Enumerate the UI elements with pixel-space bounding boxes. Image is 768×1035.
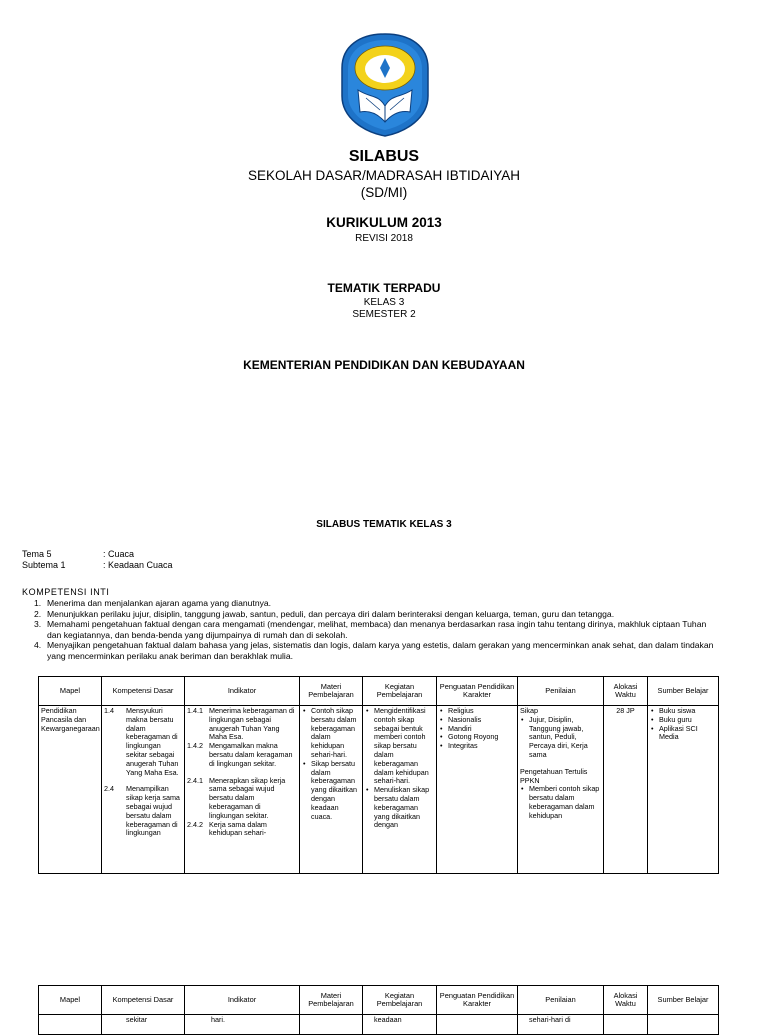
section-title: SILABUS TEMATIK KELAS 3 xyxy=(316,519,452,530)
ki-item: 4. Menyajikan pengetahuan faktual dalam bahasa yang jelas, sistematis dan logis, dalam karya yang estetis, dalam gerakan yang mencerminkan anak sehat, dan dalam tindakan yang mencerminkan perilaku anak beriman dan berakhlak mulia. xyxy=(34,640,714,661)
ki-item: 2. Menunjukkan perilaku jujur, disiplin, tanggung jawab, santun, peduli, dan percaya diri dalam berinteraksi dengan keluarga, teman, guru dan tetangga. xyxy=(34,608,615,619)
cell-sumber: • Buku siswa • Buku guru • Aplikasi SCI Media xyxy=(648,706,719,874)
syllabus-table xyxy=(38,676,719,874)
cell-indikator: hari. xyxy=(185,1015,300,1035)
header-kd: Kompetensi Dasar xyxy=(102,677,185,706)
header-sumber: Sumber Belajar xyxy=(648,986,719,1015)
header-penilaian: Penilaian xyxy=(518,677,604,706)
semester-label: SEMESTER 2 xyxy=(352,309,416,320)
cell-materi: • Contoh sikap bersatu dalam keberagaman dalam kehidupan sehari-hari. • Sikap bersatu dalam keberagaman yang dikaitkan dengan keadaan cuaca. xyxy=(300,706,363,874)
school-level-abbr: (SD/MI) xyxy=(360,185,408,200)
header-alokasi: Alokasi Waktu xyxy=(604,677,648,706)
ki-item: 1. Menerima dan menjalankan ajaran agama yang dianutnya. xyxy=(34,598,272,608)
tema-label: Tema 5 xyxy=(22,549,52,559)
header-karakter: Penguatan Pendidikan Karakter xyxy=(437,677,518,706)
revision-label: REVISI 2018 xyxy=(355,233,413,244)
theme-title: TEMATIK TERPADU xyxy=(327,281,441,295)
header-materi: Materi Pembelajaran xyxy=(300,677,363,706)
ki-list xyxy=(22,598,722,662)
school-level: SEKOLAH DASAR/MADRASAH IBTIDAIYAH xyxy=(247,168,521,183)
header-karakter: Penguatan Pendidikan Karakter xyxy=(437,986,518,1015)
header-materi: Materi Pembelajaran xyxy=(300,986,363,1015)
cell-penilaian: sehari-hari di xyxy=(518,1015,604,1035)
tut-wuri-handayani-logo xyxy=(340,32,430,138)
syllabus-table-continued xyxy=(38,985,719,1035)
subtema-label: Subtema 1 xyxy=(22,560,66,570)
header-mapel: Mapel xyxy=(39,986,102,1015)
header-indikator: Indikator xyxy=(185,986,300,1015)
cell-kd: 1.4 Mensyukuri makna bersatu dalam keberagaman di lingkungan sekitar sebagai anugerah Tuhan Yang Maha Esa. 2.4 Menampilkan sikap kerja sama sebagai wujud bersatu dalam keberagaman di lingkungan xyxy=(102,706,185,874)
header-kegiatan: Kegiatan Pembelajaran xyxy=(363,986,437,1015)
header-mapel: Mapel xyxy=(39,677,102,706)
ki-item: 3. Memahami pengetahuan faktual dengan cara mengamati (mendengar, melihat, membaca) dan menanya berdasarkan rasa ingin tahu tentang dirinya, makhluk ciptaan Tuhan dan kegiatannya, dan benda-benda yang dijumpainya di rumah dan di sekolah. xyxy=(34,619,707,640)
header-alokasi: Alokasi Waktu xyxy=(604,986,648,1015)
document-title: SILABUS xyxy=(348,148,420,165)
ki-title: KOMPETENSI INTI xyxy=(22,587,110,597)
header-penilaian: Penilaian xyxy=(518,986,604,1015)
table-header-row xyxy=(39,986,719,1015)
header-sumber: Sumber Belajar xyxy=(648,677,719,706)
subtema-value: : Keadaan Cuaca xyxy=(103,560,173,570)
cell-kd: sekitar xyxy=(102,1015,185,1035)
table-row xyxy=(39,1015,719,1035)
header-kd: Kompetensi Dasar xyxy=(102,986,185,1015)
cell-karakter: • Religius • Nasionalis • Mandiri • Gotong Royong • Integritas xyxy=(437,706,518,874)
cell-penilaian: Sikap • Jujur, Disiplin, Tanggung jawab, santun, Peduli, Percaya diri, Kerja sama Pengetahuan Tertulis PPKN • Memberi contoh sikap bersatu dalam keberagaman dalam kehidupan xyxy=(518,706,604,874)
cell-alokasi: 28 JP xyxy=(604,706,648,874)
cell-kegiatan: keadaan xyxy=(363,1015,437,1035)
ministry-title: KEMENTERIAN PENDIDIKAN DAN KEBUDAYAAN xyxy=(243,358,525,372)
table-row xyxy=(39,706,719,874)
header-kegiatan: Kegiatan Pembelajaran xyxy=(363,677,437,706)
table-header-row xyxy=(39,677,719,706)
curriculum-title: KURIKULUM 2013 xyxy=(326,215,442,230)
header-indikator: Indikator xyxy=(185,677,300,706)
cell-kegiatan: • Mengidentifikasi contoh sikap sebagai bentuk memberi contoh sikap bersatu dalam keberagaman dalam kehidupan sehari-hari. • Menuliskan sikap bersatu dalam keberagaman yang dikaitkan dengan xyxy=(363,706,437,874)
cell-mapel: Pendidikan Pancasila dan Kewarganegaraan xyxy=(39,706,102,874)
tema-value: : Cuaca xyxy=(103,549,135,559)
cell-indikator: 1.4.1 Menerima keberagaman di lingkungan sebagai anugerah Tuhan Yang Maha Esa. 1.4.2 Mengamalkan makna bersatu dalam keragaman di lingkungan sekitar. 2.4.1 Menerapkan sikap kerja sama sebagai wujud bersatu dalam keberagaman di lingkungan sekitar. 2.4.2 Kerja sama dalam kehidupan sehari- xyxy=(185,706,300,874)
grade-label: KELAS 3 xyxy=(363,297,405,308)
